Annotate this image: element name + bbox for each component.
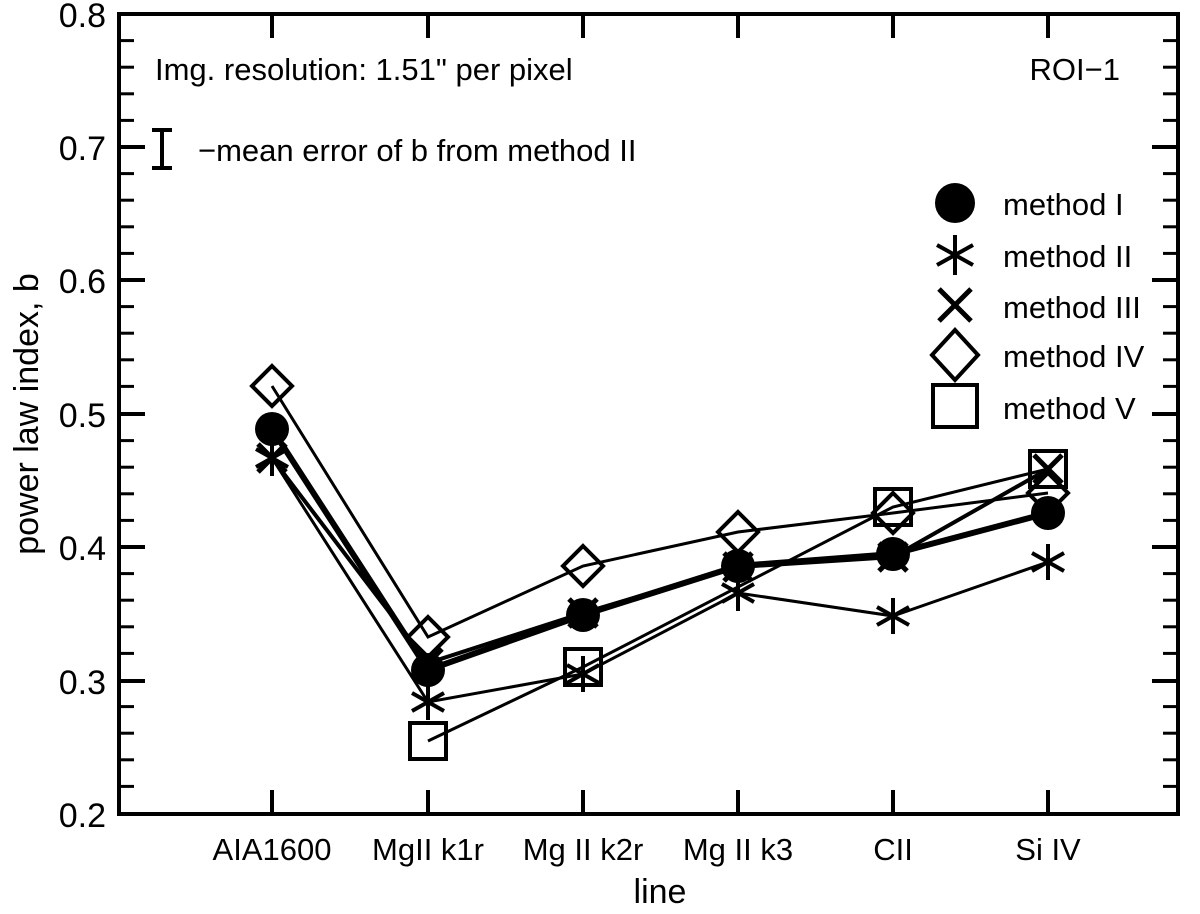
- data-point: [876, 537, 910, 571]
- legend-marker-filled-circle: [935, 183, 975, 223]
- legend-label: method V: [1003, 391, 1136, 426]
- x-tick-label: Mg II k3: [682, 832, 794, 867]
- y-tick-label: 0.3: [58, 664, 106, 702]
- y-tick-label: 0.7: [58, 130, 106, 168]
- x-tick-label: Si IV: [1015, 832, 1081, 867]
- data-point: [1034, 455, 1062, 483]
- legend-label: method II: [1003, 239, 1133, 274]
- data-point: [412, 684, 444, 720]
- y-tick-label: 0.4: [58, 530, 106, 568]
- data-point: [1032, 544, 1064, 580]
- resolution-note: Img. resolution: 1.51" per pixel: [155, 52, 573, 87]
- series-markers-method-ii: [256, 440, 1064, 720]
- x-tick-label: MgII k1r: [372, 832, 484, 867]
- y-tick-label: 0.5: [58, 397, 106, 435]
- x-tick-label: AIA1600: [212, 832, 332, 867]
- series-line-method-ii: [272, 458, 1048, 702]
- legend: [932, 183, 1145, 427]
- data-point: [411, 653, 445, 687]
- legend-label: method III: [1003, 290, 1141, 325]
- legend-label: method I: [1003, 187, 1124, 222]
- y-tick-label: 0.6: [58, 263, 106, 301]
- x-tick-label: CII: [873, 832, 913, 867]
- series-markers-method-iv: [252, 366, 1068, 657]
- error-bar-icon: [152, 130, 172, 168]
- legend-marker-diamond: [932, 330, 978, 380]
- legend-marker-cross: [939, 289, 971, 321]
- data-point: [1031, 496, 1065, 530]
- data-point: [566, 598, 600, 632]
- legend-marker-asterisk: [937, 235, 973, 275]
- y-tick-label: 0.8: [58, 0, 106, 35]
- x-axis-title: line: [633, 873, 687, 911]
- data-point: [255, 412, 289, 446]
- roi-label: ROI−1: [1029, 52, 1120, 87]
- y-axis-title: power law index, b: [8, 273, 46, 555]
- x-tick-label: Mg II k2r: [522, 832, 644, 867]
- data-point: [877, 598, 909, 634]
- series-markers-method-iii: [258, 444, 1062, 677]
- data-point: [721, 549, 755, 583]
- error-bar-note: −mean error of b from method II: [198, 133, 637, 168]
- legend-label: method IV: [1003, 339, 1145, 374]
- legend-marker-square: [933, 385, 977, 427]
- y-tick-label: 0.2: [58, 797, 106, 835]
